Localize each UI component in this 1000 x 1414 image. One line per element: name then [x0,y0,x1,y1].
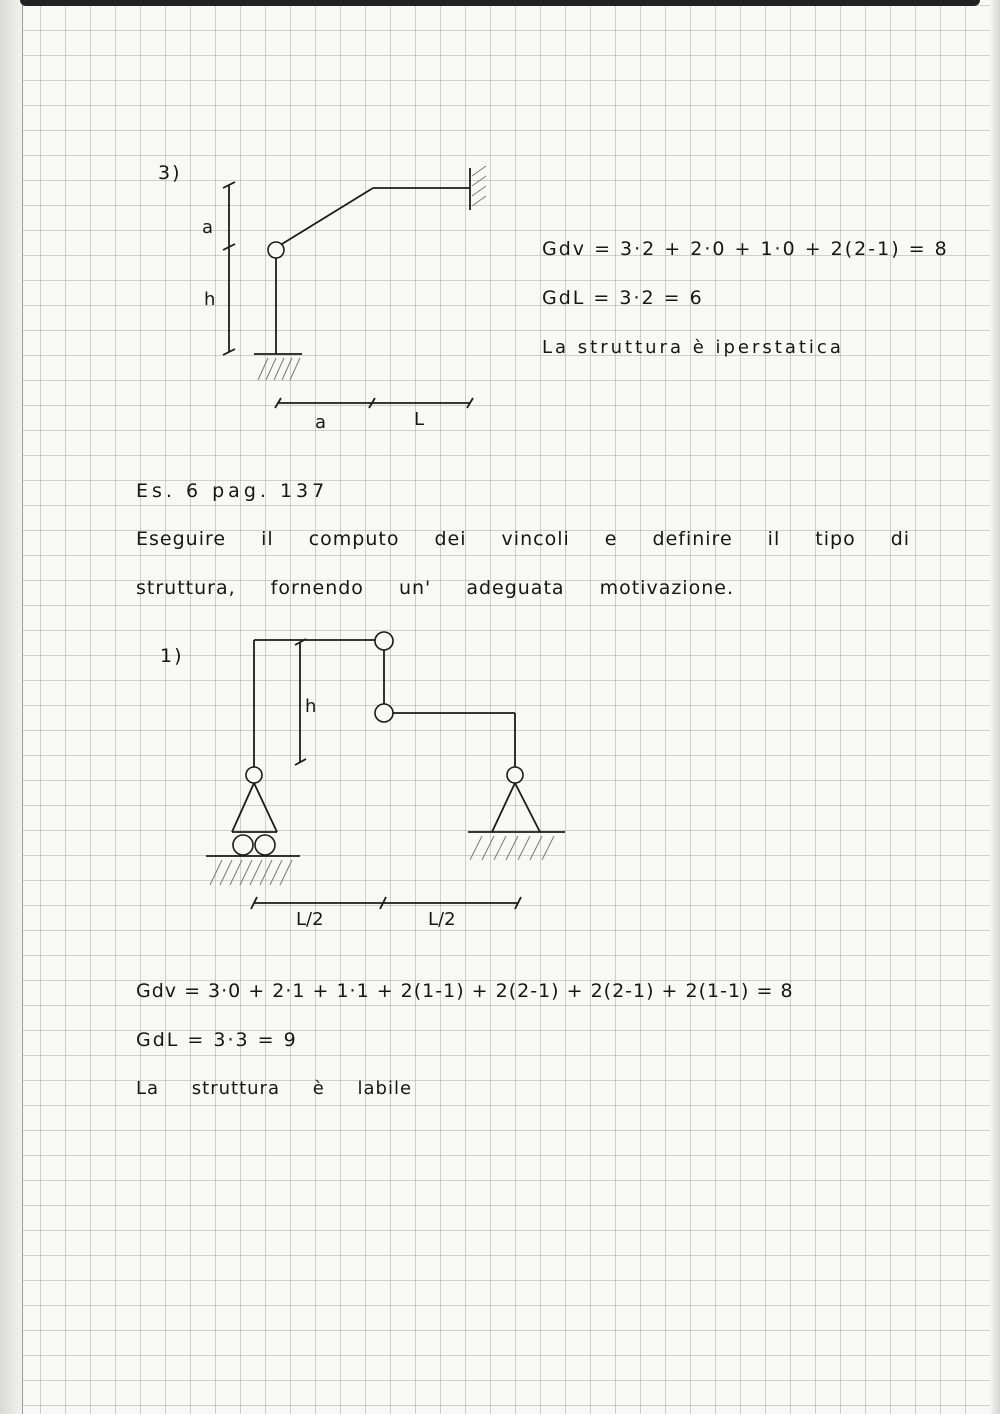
ex6-part1-dim-h: h [305,696,317,717]
ex6-part1-result: La struttura è labile [136,1078,413,1099]
ex6-instruction-line2: struttura, fornendo un' adeguata motivazione. [136,577,734,599]
ex3-dim-a-horizontal: a [315,412,327,433]
ex3-dim-h: h [204,289,216,310]
ex3-result: La struttura è iperstatica [542,337,844,358]
ex6-part1-gdv-equation: Gdv = 3·0 + 2·1 + 1·1 + 2(1-1) + 2(2-1) + 2(2-1) + 2(1-1) = 8 [136,980,794,1002]
ex6-part1-gdl-equation: GdL = 3·3 = 9 [136,1029,298,1051]
ex6-heading: Es. 6 pag. 137 [136,480,329,502]
ex6-part1-number: 1) [160,645,184,667]
ex3-gdl-equation: GdL = 3·2 = 6 [542,287,704,309]
ex6-instruction-line1: Eseguire il computo dei vincoli e definire il tipo di [136,528,911,550]
ex6-part1-dim-half1: L/2 [296,909,324,930]
ex3-number: 3) [158,162,182,184]
ex3-dim-a-vertical: a [202,217,214,238]
ex3-dim-L: L [414,409,425,430]
ex6-part1-dim-half2: L/2 [428,909,456,930]
ex3-gdv-equation: Gdv = 3·2 + 2·0 + 1·0 + 2(2-1) = 8 [542,238,949,260]
